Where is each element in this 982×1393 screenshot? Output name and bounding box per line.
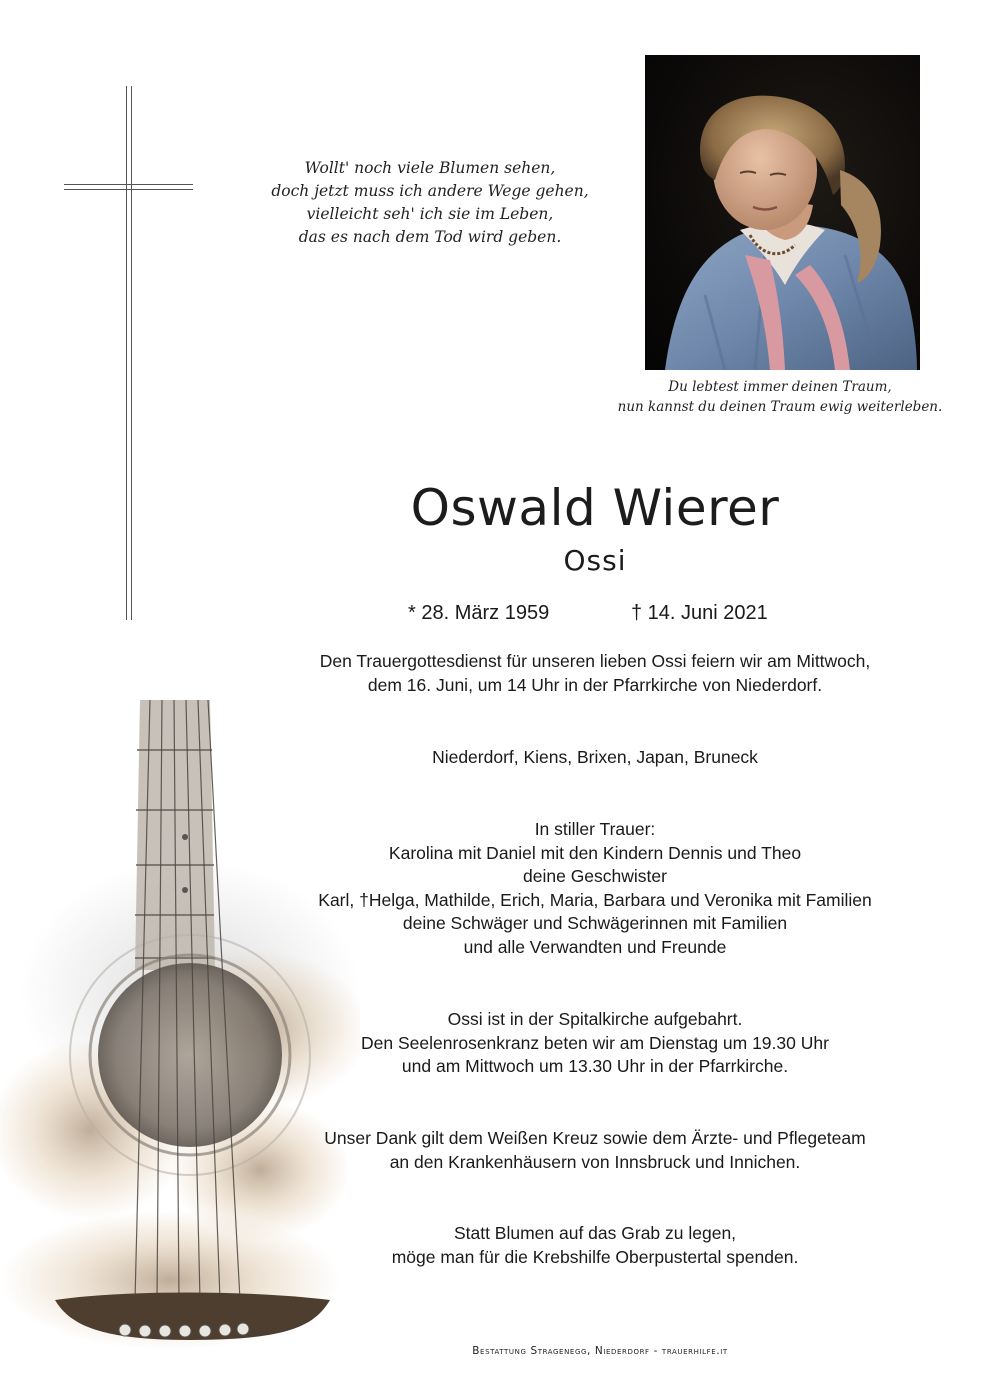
thanks-line: an den Krankenhäusern von Innsbruck und Innichen. — [389, 1151, 801, 1172]
mourners-line: Karolina mit Daniel mit den Kindern Dennis und Theo — [388, 842, 802, 863]
wake-line: und am Mittwoch um 13.30 Uhr in der Pfarrkirche. — [401, 1056, 789, 1076]
mourners-line: und alle Verwandten und Freunde — [463, 936, 727, 957]
cross-vertical-line-left — [126, 86, 127, 620]
wake-line: Ossi ist in der Spitalkirche aufgebahrt. — [447, 1009, 743, 1029]
poem-line: Wollt' noch viele Blumen sehen, — [304, 159, 556, 177]
portrait-photo — [645, 55, 920, 370]
poem — [240, 157, 620, 249]
wake-line: Den Seelenrosenkranz beten wir am Dienstag um 19.30 Uhr — [361, 1032, 829, 1053]
footer-credit: Bestattung Stragenegg, Niederdorf - trauerhilfe.it — [472, 1345, 728, 1357]
poem-line: das es nach dem Tod wird geben. — [298, 228, 562, 246]
mourners-line: In stiller Trauer: — [534, 819, 656, 839]
photo-caption — [600, 377, 960, 417]
deceased-nickname: Ossi — [563, 544, 627, 577]
birth-date: * 28. März 1959 — [408, 602, 550, 624]
thanks-text — [250, 1127, 940, 1174]
mourners-line: deine Schwäger und Schwägerinnen mit Familien — [402, 913, 788, 933]
cross-horizontal-line-bottom — [64, 189, 193, 190]
mourners-text — [250, 818, 940, 959]
mourners-line: Karl, †Helga, Mathilde, Erich, Maria, Barbara und Veronika mit Familien — [318, 889, 872, 910]
mourners-line: deine Geschwister — [523, 866, 667, 886]
poem-line: doch jetzt muss ich andere Wege gehen, — [271, 182, 589, 200]
cross-horizontal-line-top — [64, 184, 193, 185]
deceased-name: Oswald Wierer — [410, 479, 780, 537]
donation-line: Statt Blumen auf das Grab zu legen, — [453, 1223, 737, 1243]
death-date: † 14. Juni 2021 — [631, 602, 768, 624]
service-line: Den Trauergottesdienst für unseren lieben Ossi feiern wir am Mittwoch, — [319, 651, 871, 671]
thanks-line: Unser Dank gilt dem Weißen Kreuz sowie dem Ärzte- und Pflegeteam — [324, 1128, 866, 1148]
photo-caption-line: nun kannst du deinen Traum ewig weiterleben. — [617, 399, 943, 415]
wake-text — [250, 1008, 940, 1079]
funeral-service-text — [250, 650, 940, 697]
poem-line: vielleicht seh' ich sie im Leben, — [306, 205, 554, 223]
donation-line: möge man für die Krebshilfe Oberpustertal spenden. — [391, 1246, 799, 1267]
places-line: Niederdorf, Kiens, Brixen, Japan, Bruneck — [432, 747, 758, 767]
service-line: dem 16. Juni, um 14 Uhr in der Pfarrkirche von Niederdorf. — [367, 674, 823, 695]
cross-vertical-line-right — [131, 86, 132, 620]
donation-text — [250, 1222, 940, 1269]
photo-caption-line: Du lebtest immer deinen Traum, — [668, 379, 892, 395]
